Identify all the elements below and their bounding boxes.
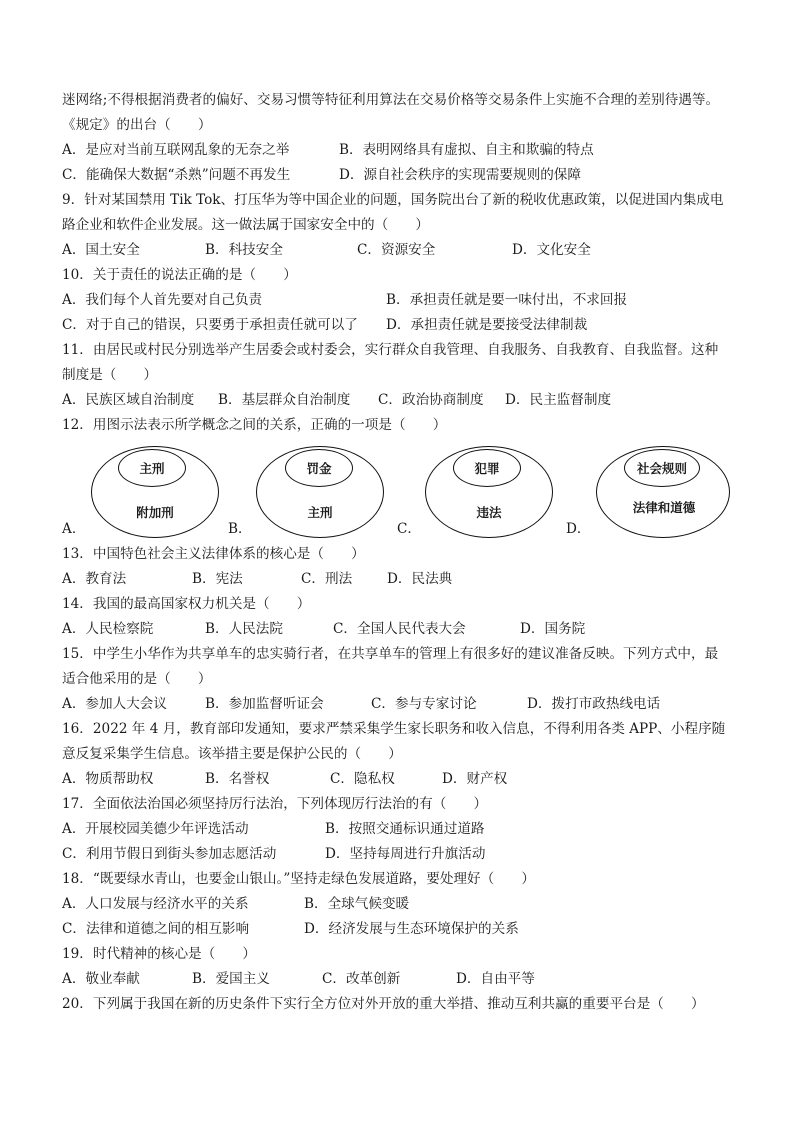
option-d: D．财产权: [442, 771, 508, 787]
option-c: C．能确保大数据“杀熟”问题不再发生: [62, 167, 291, 183]
option-d: D．民主监督制度: [505, 392, 612, 408]
outer-label: 附加刑: [136, 505, 174, 520]
question-stem: 意反复采集学生信息。该举措主要是保护公民的（ ）: [62, 746, 402, 762]
option-c: C．政治协商制度: [378, 392, 484, 408]
question-stem: 17．全面依法治国必须坚持厉行法治，下列体现厉行法治的有（ ）: [62, 796, 488, 812]
option-a: A．人口发展与经济水平的关系: [62, 896, 249, 912]
option-c: C．刑法: [301, 571, 353, 587]
option-b: B．人民法院: [205, 621, 283, 637]
question-stem: 14．我国的最高国家权力机关是（ ）: [62, 596, 311, 612]
option-d: D．源自社会秩序的实现需要规则的保障: [339, 167, 581, 183]
option-c: C．利用节假日到街头参加志愿活动: [62, 846, 277, 862]
option-d: D．民法典: [387, 571, 453, 587]
option-a: A．我们每个人首先要对自己负责: [62, 292, 263, 308]
question-stem: 20．下列属于我国在新的历史条件下实行全方位对外开放的重大举措、推动互利共赢的重要平台是（ ）: [62, 996, 705, 1012]
option-d: D．: [566, 521, 591, 537]
option-a: A．教育法: [62, 571, 127, 587]
outer-label: 法律和道德: [632, 500, 696, 515]
question-stem: 适合他采用的是（ ）: [62, 671, 212, 687]
question-stem: 18．“既要绿水青山，也要金山银山。”坚持走绿色发展道路，要处理好（ ）: [62, 871, 535, 887]
inner-label: 社会规则: [636, 461, 688, 476]
inner-label: 罚金: [306, 461, 332, 476]
option-c: C．全国人民代表大会: [333, 621, 466, 637]
option-b: B．名誉权: [205, 771, 270, 787]
question-stem: 11．由居民或村民分别选举产生居委会或村委会，实行群众自我管理、自我服务、自我教育、自我监督。这种: [62, 342, 719, 358]
option-b: B．按照交通标识通过道路: [325, 821, 485, 837]
option-a: A．是应对当前互联网乱象的无奈之举: [62, 142, 290, 158]
option-a: A．国土安全: [62, 242, 140, 258]
option-d: D．承担责任就是要接受法律制裁: [386, 317, 588, 333]
option-a: A．开展校园美德少年评选活动: [62, 821, 249, 837]
option-c: C．: [397, 521, 421, 537]
inner-label: 犯罪: [474, 461, 500, 476]
option-b: B．基层群众自治制度: [218, 392, 351, 408]
outer-label: 违法: [476, 505, 502, 520]
option-d: D．坚持每周进行升旗活动: [325, 846, 486, 862]
option-d: D．自由平等: [456, 971, 535, 987]
question-stem: 16．2022 年 4 月，教育部印发通知，要求严禁采集学生家长职务和收入信息，不得利用各类 APP、小程序随: [62, 721, 726, 737]
question-stem: 9．针对某国禁用 Tik Tok、打压华为等中国企业的问题，国务院出台了新的税收优惠政策，以促进国内集成电: [62, 192, 724, 208]
question-stem: 19．时代精神的核心是（ ）: [62, 946, 257, 962]
option-c: C．改革创新: [322, 971, 401, 987]
question-stem: 《规定》的出台（ ）: [62, 117, 212, 133]
option-a: A．参加人大会议: [62, 696, 167, 712]
option-b: B．全球气候变暖: [304, 896, 410, 912]
option-a: A．物质帮助权: [62, 771, 154, 787]
outer-label: 主刑: [307, 505, 333, 520]
option-a: A．人民检察院: [62, 621, 154, 637]
option-a: A．敬业奉献: [62, 971, 140, 987]
option-b: B．: [228, 521, 252, 537]
option-c: C．法律和道德之间的相互影响: [62, 921, 250, 937]
question-stem: 10．关于责任的说法正确的是（ ）: [62, 267, 297, 283]
option-b: B．参加监督听证会: [205, 696, 324, 712]
option-b: B．表明网络具有虚拟、自主和欺骗的特点: [339, 142, 594, 158]
question-stem: 路企业和软件企业发展。这一做法属于国家安全中的（ ）: [62, 217, 430, 233]
option-c: C．隐私权: [330, 771, 395, 787]
option-b: B．宪法: [192, 571, 243, 587]
option-b: B．科技安全: [205, 242, 283, 258]
option-d: D．文化安全: [512, 242, 591, 258]
option-b: B．承担责任就是要一味付出，不求回报: [386, 292, 628, 308]
option-d: D．经济发展与生态环境保护的关系: [304, 921, 519, 937]
question-stem: 12．用图示法表示所学概念之间的关系，正确的一项是（ ）: [62, 417, 447, 433]
inner-label: 主刑: [139, 461, 165, 476]
question-stem: 制度是（ ）: [62, 367, 158, 383]
option-d: D．拨打市政热线电话: [527, 696, 661, 712]
option-c: C．参与专家讨论: [371, 696, 477, 712]
question-stem: 13．中国特色社会主义法律体系的核心是（ ）: [62, 546, 365, 562]
option-a: A．: [62, 521, 86, 537]
option-b: B．爱国主义: [192, 971, 270, 987]
option-c: C．资源安全: [357, 242, 436, 258]
question-stem: 15．中学生小华作为共享单车的忠实骑行者，在共享单车的管理上有很多好的建议准备反映。下列方式中，最: [62, 646, 719, 662]
option-c: C．对于自己的错误，只要勇于承担责任就可以了: [62, 317, 358, 333]
text-line: 迷网络;不得根据消费者的偏好、交易习惯等特征利用算法在交易价格等交易条件上实施不合理的差别待遇等。: [62, 92, 720, 108]
option-a: A．民族区域自治制度: [62, 392, 195, 408]
option-d: D．国务院: [520, 621, 586, 637]
